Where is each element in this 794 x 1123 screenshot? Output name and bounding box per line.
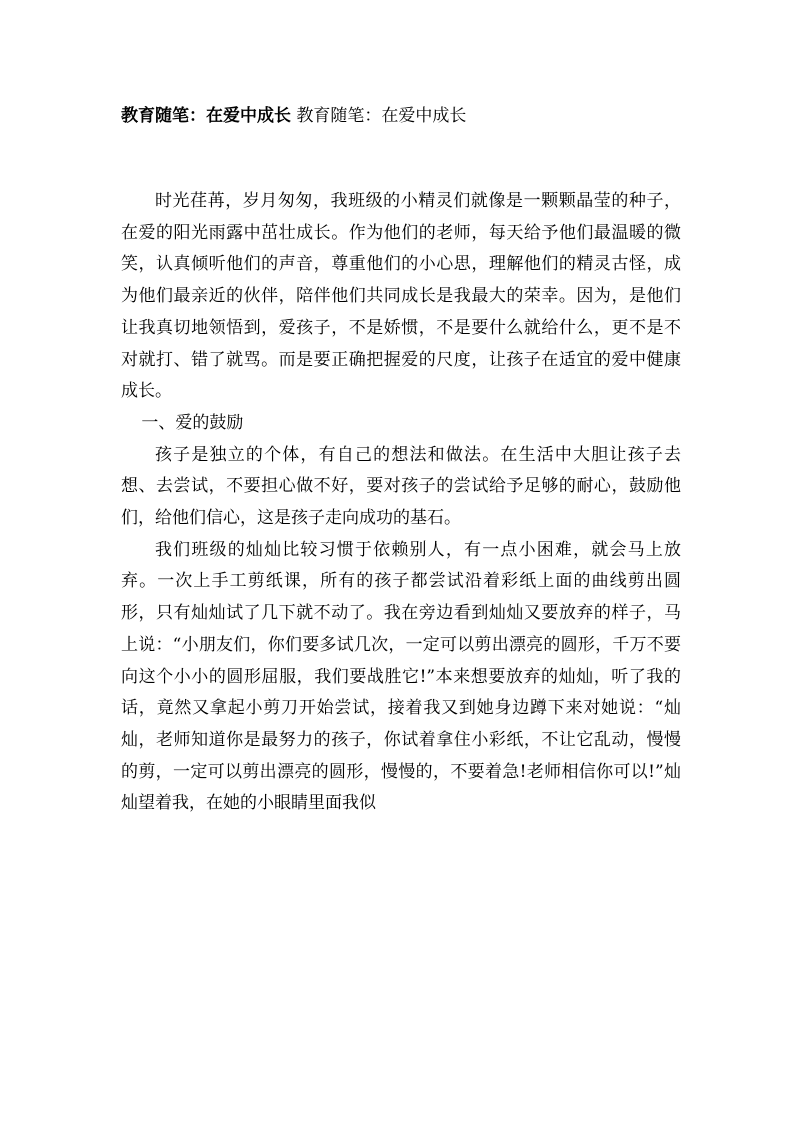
- title-bold: 教育随笔：在爱中成长: [121, 106, 291, 126]
- paragraph: 我们班级的灿灿比较习惯于依赖别人，有一点小困难，就会马上放弃。一次上手工剪纸课，所有的孩子都尝试沿着彩纸上面的曲线剪出圆形，只有灿灿试了几下就不动了。我在旁边看到灿灿又要放弃的样子，马上说：“小朋友们，你们要多试几次，一定可以剪出漂亮的圆形，千万不要向这个小小的圆形屈服，我们要战胜它!”本来想要放弃的灿灿，听了我的话，竟然又拿起小剪刀开始尝试，接着我又到她身边蹲下来对她说：“灿灿，老师知道你是最努力的孩子，你试着拿住小彩纸，不让它乱动，慢慢的剪，一定可以剪出漂亮的圆形，慢慢的，不要着急!老师相信你可以!”灿灿望着我，在她的小眼睛里面我似: [121, 539, 681, 814]
- paragraph: 孩子是独立的个体，有自己的想法和做法。在生活中大胆让孩子去想、去尝试，不要担心做不好，要对孩子的尝试给予足够的耐心，鼓励他们，给他们信心，这是孩子走向成功的基石。: [121, 444, 681, 529]
- title-regular: 教育随笔：在爱中成长: [296, 106, 467, 126]
- section-heading: 一、爱的鼓励: [141, 412, 244, 433]
- body-text: [121, 186, 681, 820]
- page-title: [121, 104, 681, 128]
- paragraph: 时光荏苒，岁月匆匆，我班级的小精灵们就像是一颗颗晶莹的种子，在爱的阳光雨露中茁壮成长。作为他们的老师，每天给予他们最温暖的微笑，认真倾听他们的声音，尊重他们的小心思，理解他们的精灵古怪，成为他们最亲近的伙伴，陪伴他们共同成长是我最大的荣幸。因为，是他们让我真切地领悟到，爱孩子，不是娇惯，不是要什么就给什么，更不是不对就打、错了就骂。而是要正确把握爱的尺度，让孩子在适宜的爱中健康成长。: [121, 191, 681, 402]
